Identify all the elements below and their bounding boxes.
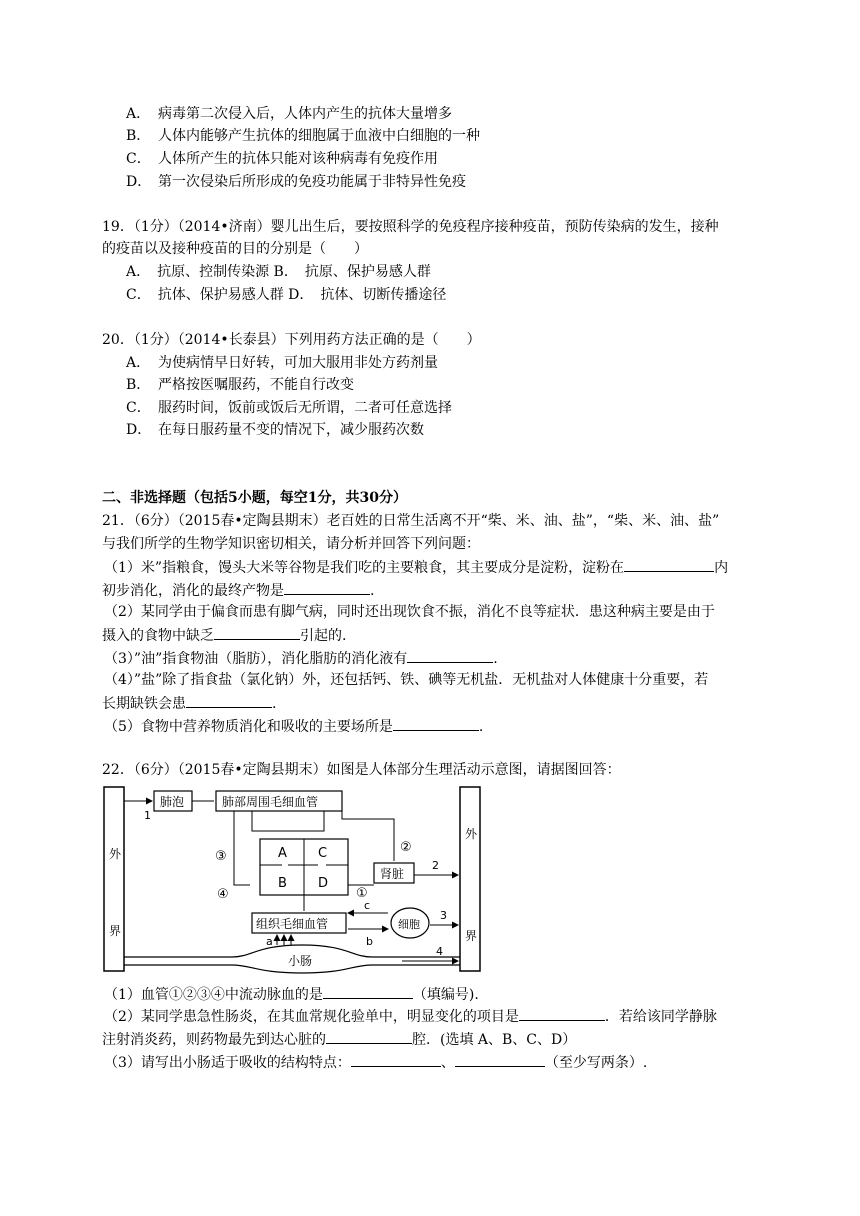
q22-part3 [104,1051,647,1073]
kidney-label: 肾脏 [380,867,405,881]
option-text: 严格按医嘱服药，不能自行改变 [158,377,354,393]
vessel-4-label: ④ [217,887,229,902]
option-text: 人体内能够产生抗体的细胞属于血液中白细胞的一种 [158,128,480,144]
q22-part2-line2 [102,1028,576,1050]
q18-option-d [126,172,466,192]
answer-blank[interactable] [323,983,413,999]
option-label: D． [126,174,152,190]
q22-part1 [104,983,479,1005]
option-label: B． [126,128,151,144]
outer-wall-left [104,787,124,971]
q18-option-a [126,104,452,124]
q20-stem: 20．（1分）（2014•长泰县）下列用药方法正确的是（ ） [102,332,481,348]
q19-stem-line2: 的疫苗以及接种疫苗的目的分别是（ ） [102,241,368,257]
answer-blank[interactable] [393,715,479,731]
outer-wall-right [460,787,480,971]
vessel-2-label: ② [400,840,412,855]
small-intestine-label: 小肠 [288,954,313,968]
q21-part3-text: （3）”油”指食物油（脂肪），消化脂肪的消化液有 [104,651,408,667]
q22-part2-text-end: ．若给该同学静脉 [604,1009,717,1025]
q21-part2-line2 [102,624,346,646]
arrow-4-label: 4 [436,945,443,958]
answer-blank[interactable] [186,692,272,708]
period: . [478,719,484,735]
cell-label: 细胞 [398,918,420,931]
answer-blank[interactable] [326,1028,412,1044]
q21-stem-line1: 21．（6分）（2015春•定陶县期末）老百姓的日常生活离不开“柴、米、油、盐”，“柴、米、油、盐” [102,513,720,529]
q21-part4-text: 长期缺铁会患 [102,696,186,712]
q21-part2-line1: （2）某同学由于偏食而患有脚气病，同时还出现饮食不振，消化不良等症状．患这种病主要是由于 [104,604,715,620]
option-label: C． [126,151,151,167]
vessel-2-line [342,811,394,861]
q20-option-d [126,420,424,440]
option-text: 人体所产生的抗体只能对该种病毒有免疫作用 [158,151,438,167]
vessel-1-label: ① [356,886,368,901]
q21-part4-line2 [102,692,276,714]
separator: 、 [440,1055,455,1071]
q21-part4-line1: （4）”盐”除了指食盐（氯化钠）外，还包括钙、铁、碘等无机盐．无机盐对人体健康十分重要，若 [104,672,709,688]
tissue-capillary-label: 组织毛细血管 [256,917,329,931]
q22-part3-text-end: （至少写两条）. [544,1055,648,1071]
period: . [370,583,375,599]
option-label: D． [126,422,152,438]
lung-capillary-label: 肺部周围毛细血管 [222,795,319,809]
q20-option-a [126,353,438,373]
chamber-b: B [278,876,287,891]
label-c: c [364,899,371,912]
q21-part1-text: （1）米”指粮食，馒头大米等谷物是我们吃的主要粮食，其主要成分是淀粉，淀粉在 [104,560,625,576]
vessel-3-4-line [234,811,250,885]
chamber-a: A [278,846,287,861]
q19-options-line1: A． 抗原、控制传染源 B． 抗原、保护易感人群 [126,264,431,280]
q21-part5 [104,715,483,737]
q21-stem-line2: 与我们所学的生物学知识密切相关，请分析并回答下列问题： [102,536,480,552]
arrow-1-label: 1 [144,809,151,822]
q21-part2-text-end: 引起的. [300,628,347,644]
q22-part2-line1 [104,1005,717,1027]
option-label: A． [126,355,151,371]
answer-blank[interactable] [351,1051,441,1067]
period: . [493,651,498,667]
arrow-2-label: 2 [432,859,439,872]
q22-stem: 22．（6分）（2015春•定陶县期末）如图是人体部分生理活动示意图，请据图回答： [102,762,621,778]
label-a: a [266,935,273,948]
outer-left-top: 外 [109,847,122,861]
q18-option-c [126,149,438,169]
q21-part2-text: 摄入的食物中缺乏 [102,628,214,644]
q21-part3 [104,647,498,669]
alveoli-label: 肺泡 [160,795,185,809]
answer-blank[interactable] [519,1005,605,1021]
option-text: 服药时间，饭前或饭后无所谓，二者可任意选择 [158,400,452,416]
answer-blank[interactable] [455,1051,545,1067]
q20-option-c [126,398,452,418]
option-label: A． [126,106,151,122]
q21-part1-text-end: 内 [714,560,729,576]
chamber-d: D [318,876,329,891]
q22-part2-text: （2）某同学患急性肠炎，在其血常规化验单中，明显变化的项目是 [104,1009,519,1025]
answer-blank[interactable] [214,624,300,640]
outer-left-bottom: 界 [109,924,122,938]
option-text: 为使病情早日好转，可加大服用非处方药剂量 [158,355,438,371]
section-title: 二、非选择题（包括5小题，每空1分，共30分） [102,490,407,506]
q18-option-b [126,126,480,146]
option-text: 第一次侵染后所形成的免疫功能属于非特异性免疫 [158,174,466,190]
q21-part1-line1 [104,556,728,578]
q21-part1-line2 [102,579,374,601]
lung-heart-link [252,811,324,831]
vessel-3-label: ③ [215,849,227,864]
q19-stem-line1: 19．（1分）（2014•济南）婴儿出生后，要按照科学的免疫程序接种疫苗，预防传染病的发生，接种 [102,219,719,235]
option-text: 病毒第二次侵入后，人体内产生的抗体大量增多 [158,106,452,122]
q21-part5-text: （5）食物中营养物质消化和吸收的主要场所是 [104,719,393,735]
label-b: b [366,935,373,948]
option-label: B． [126,377,151,393]
option-label: C． [126,400,151,416]
q20-option-b [126,375,354,395]
arrow-3-label: 3 [440,909,447,922]
answer-blank[interactable] [284,579,370,595]
q22-part1-text: （1）血管①②③④中流动脉血的是 [104,987,323,1003]
q22-part1-text-end: （填编号). [412,987,479,1003]
outer-right-bottom: 界 [465,929,478,943]
physiology-diagram [102,785,514,975]
outer-right-top: 外 [465,827,478,841]
option-text: 在每日服药量不变的情况下，减少服药次数 [158,422,424,438]
q21-part1-text-2: 初步消化，消化的最终产物是 [102,583,284,599]
chamber-c: C [318,846,328,861]
answer-blank[interactable] [407,647,493,663]
q22-part2-text-3: 腔．(选填 A、B、C、D） [412,1032,577,1048]
q22-part3-text: （3）请写出小肠适于吸收的结构特点： [104,1055,351,1071]
q22-part2-text-2: 注射消炎药，则药物最先到达心脏的 [102,1032,326,1048]
answer-blank[interactable] [624,556,714,572]
q19-options-line2: C． 抗体、保护易感人群 D． 抗体、切断传播途径 [126,287,447,303]
period: . [272,696,277,712]
